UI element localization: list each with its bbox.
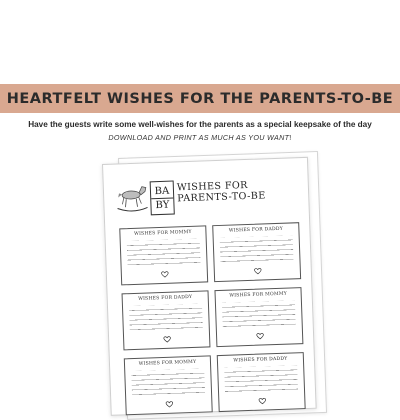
tagline xyxy=(0,133,400,142)
banner-title: HEARTFELT WISHES FOR THE PARENTS-TO-BE xyxy=(6,90,394,107)
writing-lines xyxy=(131,369,205,398)
rocking-horse-icon xyxy=(114,183,151,212)
writing-lines xyxy=(129,304,203,333)
title-banner xyxy=(0,84,400,113)
wish-card xyxy=(124,355,213,415)
wish-card-label: WISHES FOR MOMMY xyxy=(138,359,197,367)
wish-card-label: WISHES FOR MOMMY xyxy=(134,229,192,237)
heart-icon xyxy=(165,401,173,408)
subtitle: Have the guests write some well-wishes for the parents as a special keepsake of the day xyxy=(28,120,372,129)
wish-card-grid xyxy=(119,222,305,415)
baby-logo-bottom: BY xyxy=(155,199,170,211)
writing-lines xyxy=(127,239,201,268)
writing-lines xyxy=(222,300,296,329)
writing-lines xyxy=(224,365,298,394)
tagline-mark: ! xyxy=(289,133,292,142)
baby-logo xyxy=(150,181,175,216)
wish-card xyxy=(217,352,306,412)
wish-card-label: WISHES FOR MOMMY xyxy=(229,291,288,299)
printable-sheet xyxy=(102,157,317,416)
wish-card xyxy=(214,287,303,347)
heart-icon xyxy=(163,336,171,343)
sheet-title-line1: WISHES FOR xyxy=(176,179,248,194)
heart-icon xyxy=(258,397,266,404)
wish-card-label: WISHES FOR DADDY xyxy=(138,294,193,302)
sheet-header xyxy=(104,172,309,219)
wish-card xyxy=(122,290,211,350)
sheet-title xyxy=(177,179,266,204)
heart-icon xyxy=(160,271,168,278)
baby-logo-top: BA xyxy=(151,184,173,199)
writing-lines xyxy=(220,235,294,264)
wish-card-label: WISHES FOR DADDY xyxy=(233,356,288,364)
tagline-text: DOWNLOAD AND PRINT AS MUCH AS YOU WANT xyxy=(108,133,290,142)
wish-card-label: WISHES FOR DADDY xyxy=(228,226,284,234)
heart-icon xyxy=(253,268,261,275)
wish-card xyxy=(119,225,208,285)
heart-icon xyxy=(255,332,263,339)
sheet-title-line2: PARENTS-TO-BE xyxy=(177,190,266,205)
wish-card xyxy=(212,222,301,282)
